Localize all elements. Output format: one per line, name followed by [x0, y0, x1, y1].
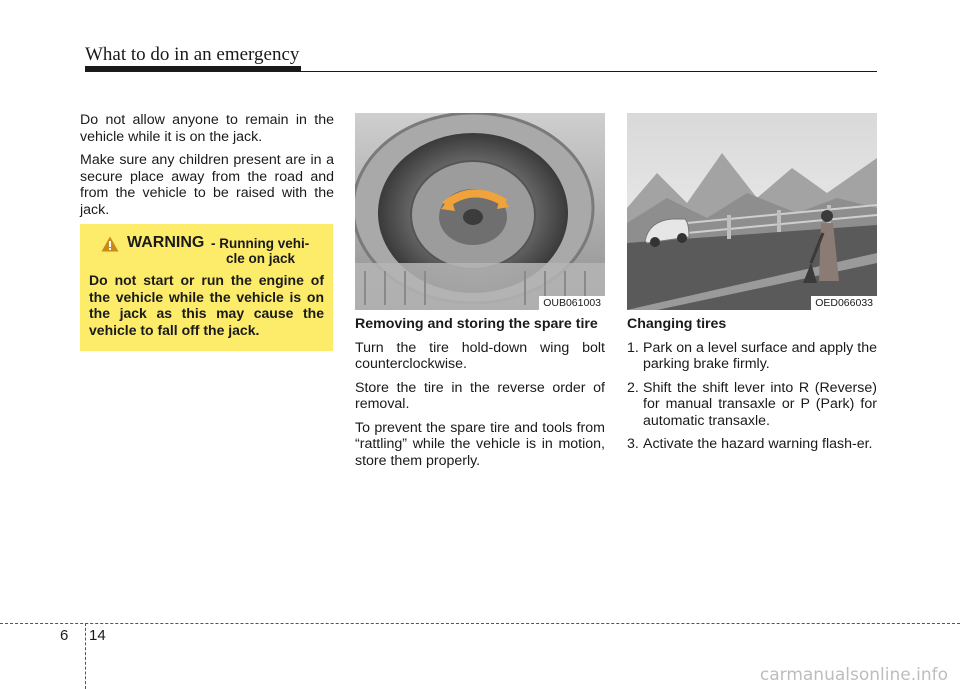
warning-triangle-icon: [101, 236, 119, 252]
right-column: [627, 316, 877, 460]
figure-code: OED066033: [811, 296, 877, 310]
list-item: [627, 436, 877, 453]
warning-title: WARNING: [127, 234, 205, 251]
header-title: What to do in an emergency: [85, 44, 300, 65]
step-number: 1.: [627, 339, 639, 356]
step-number: 2.: [627, 379, 639, 396]
step-text: Activate the hazard warning flash-er.: [643, 436, 873, 452]
paragraph: To prevent the spare tire and tools from “rattling” while the vehicle is in motion, store them properly.: [355, 419, 605, 469]
step-text: Shift the shift lever into R (Reverse) for manual transaxle or P (Park) for automatic transaxle.: [643, 379, 877, 429]
warning-box: [80, 224, 333, 351]
roadside-figure: [627, 113, 877, 310]
step-number: 3.: [627, 436, 639, 452]
warning-body: Do not start or run the engine of the vehicle while the vehicle is on the jack as this may cause the vehicle to fall off the jack.: [89, 272, 324, 338]
paragraph: Turn the tire hold-down wing bolt counterclockwise.: [355, 339, 605, 372]
list-item: [627, 340, 877, 373]
paragraph: Store the tire in the reverse order of removal.: [355, 379, 605, 412]
roadside-illustration: [627, 113, 877, 310]
page-number: 14: [89, 627, 106, 644]
chapter-number: 6: [60, 627, 69, 644]
watermark: carmanualsonline.info: [759, 665, 948, 685]
section-heading: Changing tires: [627, 316, 727, 332]
spare-tire-illustration: [355, 113, 605, 310]
paragraph: Make sure any children present are in a secure place away from the road and from the vehicle to be raised with the jack.: [80, 152, 334, 218]
middle-column: [355, 316, 605, 476]
step-list: [627, 340, 877, 453]
paragraph: Do not allow anyone to remain in the vehicle while it is on the jack.: [80, 112, 334, 145]
spare-tire-figure: [355, 113, 605, 310]
warning-subtitle-continued: cle on jack: [226, 251, 296, 266]
footer-rule: [0, 623, 960, 624]
warning-subtitle: - Running vehi-: [211, 236, 310, 251]
header-rule: [85, 71, 877, 72]
step-text: Park on a level surface and apply the parking brake firmly.: [643, 339, 877, 372]
warning-heading: [89, 232, 324, 266]
footer-divider: [85, 623, 86, 689]
list-item: [627, 380, 877, 430]
figure-code: OUB061003: [539, 296, 605, 310]
left-column: [80, 112, 334, 225]
section-heading: Removing and storing the spare tire: [355, 316, 598, 332]
